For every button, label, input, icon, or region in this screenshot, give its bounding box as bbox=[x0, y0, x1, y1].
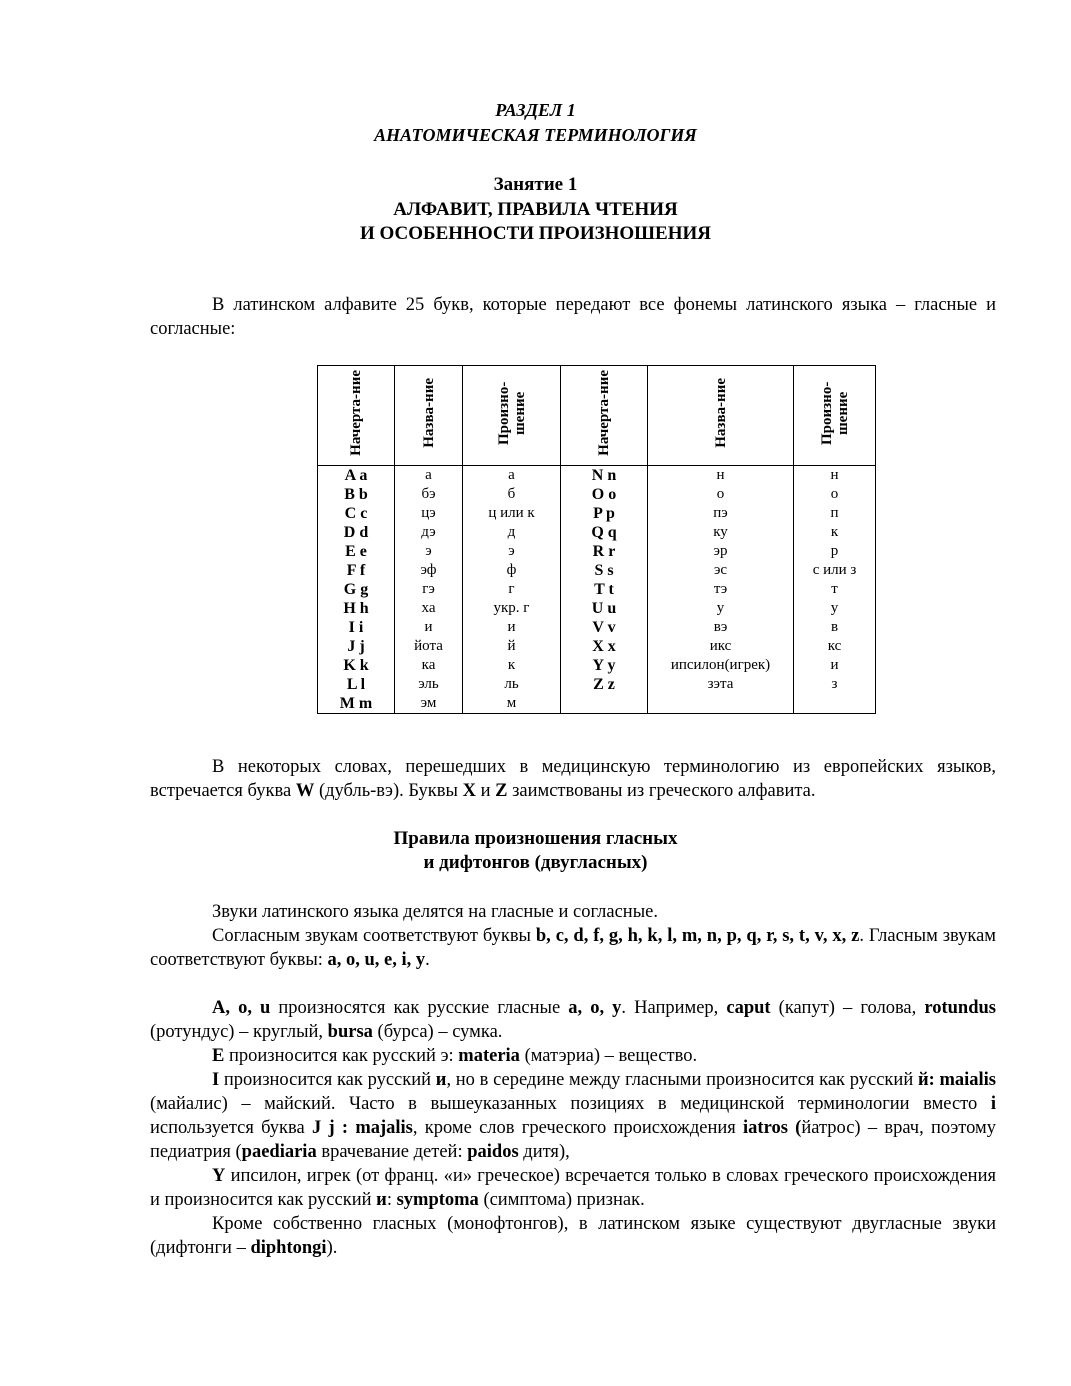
table-cell-value: вэ bbox=[713, 619, 728, 635]
paragraph: I произносится как русский и, но в середине между гласными произносится как русский й: maialis (майалис) – майский. Часто в вышеуказанных позициях в медицинской терминологии вместо i используется буква J j : majalis, кроме слов греческого происхождения iatros (йатрос) – врач, поэтому педиатрия (paediaria врачевание детей: paidos дитя), bbox=[150, 1070, 996, 1162]
table-cell-value: ха bbox=[421, 600, 436, 616]
table-cell-value: ка bbox=[421, 657, 436, 673]
lesson-title-line-2: И ОСОБЕННОСТИ ПРОИЗНОШЕНИЯ bbox=[360, 223, 711, 244]
subheading-line-1: Правила произношения гласных bbox=[393, 828, 678, 849]
table-cell-value: S s bbox=[594, 562, 614, 579]
subheading-line-2: и дифтонгов (двугласных) bbox=[423, 852, 648, 873]
table-cell-value: F f bbox=[346, 562, 366, 579]
table-cell-value: L l bbox=[346, 676, 366, 693]
table-cell-value: м bbox=[506, 695, 517, 711]
table-cell-value: I i bbox=[348, 619, 364, 636]
table-cell-value: а bbox=[508, 467, 515, 483]
table-cell-value: A a bbox=[344, 467, 368, 484]
table-cell-value: V v bbox=[592, 619, 616, 636]
alphabet-table bbox=[317, 365, 876, 714]
lesson-number: Занятие 1 bbox=[493, 174, 578, 195]
left-letters-cell bbox=[318, 466, 395, 714]
table-cell-value: и bbox=[830, 657, 839, 673]
table-cell-value: N n bbox=[591, 467, 617, 484]
table-cell-value: р bbox=[830, 543, 839, 559]
table-cell-value: K k bbox=[343, 657, 369, 674]
section-title: АНАТОМИЧЕСКАЯ ТЕРМИНОЛОГИЯ bbox=[374, 125, 697, 145]
table-cell-value: O o bbox=[591, 486, 617, 503]
table-cell-value: пэ bbox=[713, 505, 728, 521]
table-cell-value: о bbox=[830, 486, 839, 502]
table-cell-value: йота bbox=[414, 638, 443, 654]
table-cell-value: б bbox=[507, 486, 516, 502]
right-letters-cell bbox=[561, 466, 648, 714]
table-cell-value: Y y bbox=[592, 657, 616, 674]
table-cell-value: D d bbox=[343, 524, 369, 541]
table-cell-value: J j bbox=[347, 638, 365, 655]
table-cell-value: г bbox=[508, 581, 515, 597]
section-number: РАЗДЕЛ 1 bbox=[495, 100, 576, 120]
paragraph: Звуки латинского языка делятся на гласные и согласные. bbox=[212, 902, 658, 922]
table-body-row bbox=[318, 466, 876, 714]
table-cell-value: н bbox=[716, 467, 725, 483]
table-cell-value: X x bbox=[592, 638, 616, 655]
paragraph: E произносится как русский э: materia (матэриа) – вещество. bbox=[212, 1046, 698, 1066]
right-names-cell bbox=[648, 466, 794, 714]
table-cell-value: Z z bbox=[593, 676, 615, 693]
paragraph: Y ипсилон, игрек (от франц. «и» греческое) всречается только в словах греческого происхождения и произносится как русский и: symptoma (симптома) признак. bbox=[150, 1166, 996, 1210]
paragraph: Согласным звукам соответствуют буквы b, c, d, f, g, h, k, l, m, n, p, q, r, s, t, v, x, z. Гласным звукам соответствуют буквы: a, o, u, e, i, y. bbox=[150, 926, 996, 970]
table-cell-value: тэ bbox=[713, 581, 728, 597]
table-cell-value: Q q bbox=[591, 524, 617, 541]
table-cell-value: укр. г bbox=[493, 600, 530, 616]
table-cell-value: R r bbox=[592, 543, 616, 560]
table-cell-value: к bbox=[830, 524, 839, 540]
table-cell-value: н bbox=[830, 467, 839, 483]
table-cell-value: й bbox=[507, 638, 516, 654]
table-cell-value: ипсилон(игрек) bbox=[670, 657, 771, 673]
table-cell-value: у bbox=[830, 600, 839, 616]
table-cell-value: цэ bbox=[421, 505, 436, 521]
paragraph: Кроме собственно гласных (монофтонгов), в латинском языке существуют двугласные звуки (дифтонги – diphtongi). bbox=[150, 1214, 996, 1258]
table-cell-value: з bbox=[831, 676, 838, 692]
table-cell-value: H h bbox=[343, 600, 369, 617]
table-cell-value: и bbox=[507, 619, 516, 635]
paragraph: A, o, u произносятся как русские гласные а, о, у. Например, caput (капут) – голова, rotundus (ротундус) – круглый, bursa (бурса) – сумка. bbox=[150, 998, 997, 1042]
intro-paragraph: В латинском алфавите 25 букв, которые передают все фонемы латинского языка – гласные и согласные: bbox=[150, 295, 996, 339]
table-cell-value: B b bbox=[344, 486, 368, 503]
vowel-rules-text bbox=[150, 900, 996, 1260]
paragraph-w-letter: В некоторых словах, перешедших в медицинскую терминологию из европейских языков, встречается буква W (дубль-вэ). Буквы X и Z заимствованы из греческого алфавита. bbox=[150, 757, 996, 801]
header-cell: Начерта-ние bbox=[561, 366, 648, 466]
left-names-cell bbox=[395, 466, 463, 714]
table-cell-value: ф bbox=[506, 562, 517, 578]
table-cell-value: о bbox=[716, 486, 725, 502]
right-sounds-cell bbox=[794, 466, 876, 714]
table-cell-value: в bbox=[830, 619, 839, 635]
table-cell-value: а bbox=[425, 467, 432, 483]
table-cell-value: к bbox=[507, 657, 516, 673]
table-cell-value: эр bbox=[713, 543, 728, 559]
table-cell-value: U u bbox=[591, 600, 617, 617]
table-cell-value: гэ bbox=[422, 581, 435, 597]
table-cell-value: ку bbox=[713, 524, 728, 540]
table-cell-value: P p bbox=[593, 505, 615, 522]
header-cell: Начерта-ние bbox=[318, 366, 395, 466]
table-cell-value: бэ bbox=[421, 486, 436, 502]
header-cell: Произно-шение bbox=[794, 366, 876, 466]
table-cell-value: E e bbox=[345, 543, 367, 560]
table-cell-value: п bbox=[830, 505, 839, 521]
table-cell-value: C c bbox=[344, 505, 368, 522]
table-cell-value: ц или к bbox=[488, 505, 535, 521]
table-cell-value: д bbox=[507, 524, 516, 540]
header-cell: Произно-шение bbox=[463, 366, 561, 466]
table-cell-value: эс bbox=[713, 562, 728, 578]
lesson-title-line-1: АЛФАВИТ, ПРАВИЛА ЧТЕНИЯ bbox=[393, 199, 678, 220]
header-cell: Назва-ние bbox=[648, 366, 794, 466]
left-sounds-cell bbox=[463, 466, 561, 714]
table-cell-value: эм bbox=[420, 695, 437, 711]
table-cell-value: и bbox=[424, 619, 433, 635]
table-cell-value: икс bbox=[709, 638, 732, 654]
table-cell-value: э bbox=[508, 543, 515, 559]
table-cell-value: эф bbox=[420, 562, 437, 578]
table-cell-value: дэ bbox=[421, 524, 436, 540]
table-header-row bbox=[318, 366, 876, 466]
table-cell-value: кс bbox=[827, 638, 842, 654]
header-cell: Назва-ние bbox=[395, 366, 463, 466]
table-cell-value: т bbox=[831, 581, 838, 597]
table-cell-value: зэта bbox=[707, 676, 734, 692]
table-cell-value: M m bbox=[339, 695, 373, 712]
table-cell-value: G g bbox=[343, 581, 369, 598]
table-cell-value: эль bbox=[418, 676, 439, 692]
table-cell-value: э bbox=[425, 543, 432, 559]
table-cell-value: T t bbox=[594, 581, 614, 598]
table-cell-value: у bbox=[716, 600, 725, 616]
table-cell-value: с или з bbox=[812, 562, 857, 578]
table-cell-value: ль bbox=[504, 676, 519, 692]
